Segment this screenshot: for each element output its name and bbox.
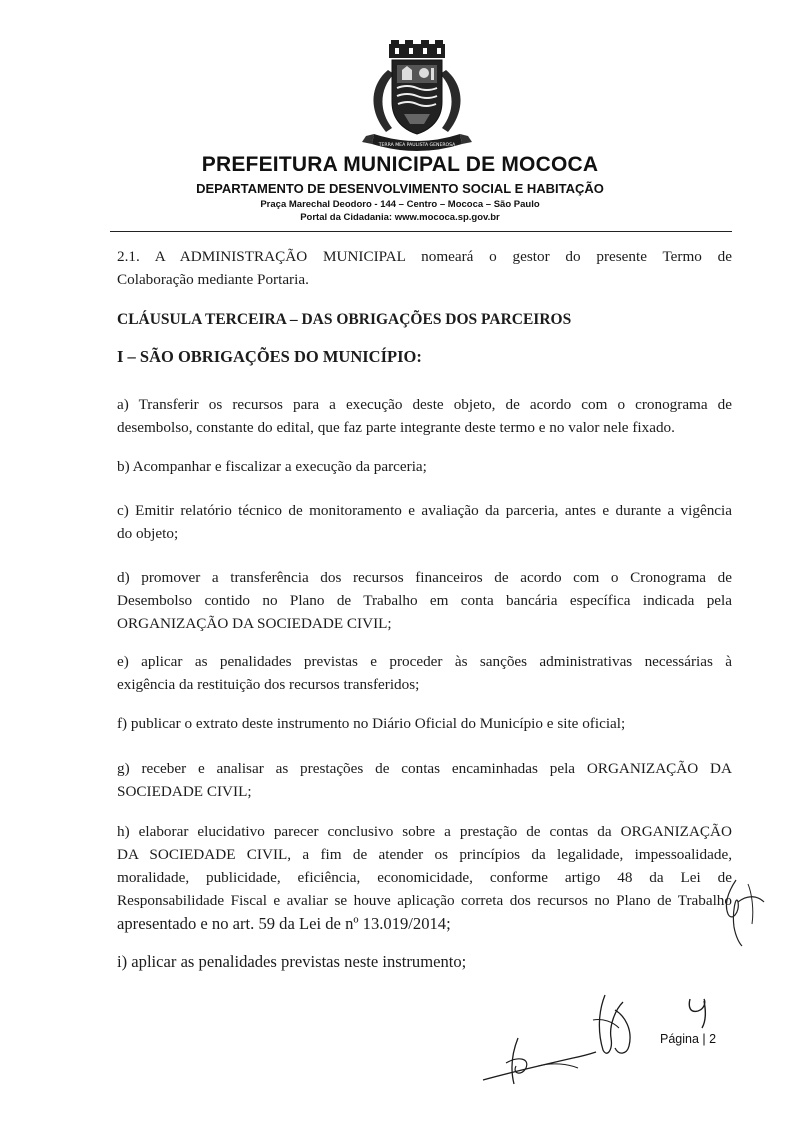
text-line: desembolso, constante do edital, que faz parte integrante deste termo e no valor nele fixado. (117, 419, 675, 436)
text-line: d) promover a transferência dos recursos financeiros de acordo com o Cronograma de (117, 569, 732, 586)
margin-initials-signature (718, 872, 768, 947)
page-initial-number (684, 995, 714, 1030)
item-f: f) publicar o extrato deste instrumento no Diário Oficial do Município e site oficial; (117, 715, 626, 732)
clausula-heading: CLÁUSULA TERCEIRA – DAS OBRIGAÇÕES DOS PARCEIROS (117, 311, 572, 328)
text-line: do objeto; (117, 525, 179, 542)
item-i: i) aplicar as penalidades previstas neste instrumento; (117, 952, 467, 971)
header-title: PREFEITURA MUNICIPAL DE MOCOCA (201, 153, 599, 176)
text-line: 2.1. A ADMINISTRAÇÃO MUNICIPAL nomeará o gestor do presente Termo de (117, 248, 732, 265)
header-department: DEPARTAMENTO DE DESENVOLVIMENTO SOCIAL E HABITAÇÃO (196, 181, 604, 196)
text-line: exigência da restituição dos recursos transferidos; (117, 676, 420, 693)
header-address: Praça Marechal Deodoro - 144 – Centro – Mococa – São Paulo (260, 199, 540, 210)
coat-of-arms-logo (352, 40, 482, 160)
header-divider (110, 231, 732, 232)
paragraph-2-1 (117, 245, 732, 291)
signature-2 (585, 990, 640, 1060)
text-line: c) Emitir relatório técnico de monitoramento e avaliação da parceria, antes e durante a vigência (117, 502, 732, 519)
text-line: a) Transferir os recursos para a execução deste objeto, de acordo com o cronograma de (117, 396, 732, 413)
header-portal: Portal da Cidadania: www.mococa.sp.gov.br (300, 212, 500, 223)
text-line: apresentado e no art. 59 da Lei de nº 13.019/2014; (117, 914, 451, 933)
text-line: g) receber e analisar as prestações de contas encaminhadas pela ORGANIZAÇÃO DA (117, 760, 732, 777)
text-line: SOCIEDADE CIVIL; (117, 783, 252, 800)
text-line: Desembolso contido no Plano de Trabalho em conta bancária específica indicada pela (117, 592, 732, 609)
text-line: h) elaborar elucidativo parecer conclusivo sobre a prestação de contas da ORGANIZAÇÃO (117, 823, 732, 840)
text-line: Responsabilidade Fiscal e avaliar se houve aplicação correta dos recursos no Plano de Trabalho (117, 892, 732, 909)
text-line: e) aplicar as penalidades previstas e proceder às sanções administrativas necessárias à (117, 653, 732, 670)
text-line: Colaboração mediante Portaria. (117, 271, 309, 288)
page-number: Página | 2 (660, 1032, 717, 1046)
item-a (117, 393, 732, 439)
item-g (117, 757, 732, 803)
crest-motto: TERRA MEA PAULISTA GENEROSA (378, 143, 456, 148)
text-line: ORGANIZAÇÃO DA SOCIEDADE CIVIL; (117, 615, 392, 632)
item-d (117, 566, 732, 635)
item-e (117, 650, 732, 696)
item-c (117, 499, 732, 545)
text-line: moralidade, publicidade, eficiência, economicidade, conforme artigo 48 da Lei de (117, 869, 732, 886)
item-h (117, 820, 732, 935)
section-heading: I – SÃO OBRIGAÇÕES DO MUNICÍPIO: (117, 347, 422, 366)
item-b: b) Acompanhar e fiscalizar a execução da parceria; (117, 458, 427, 475)
text-line: DA SOCIEDADE CIVIL, a fim de atender os princípios da legalidade, impessoalidade, (117, 846, 732, 863)
signature-1 (478, 1018, 598, 1088)
